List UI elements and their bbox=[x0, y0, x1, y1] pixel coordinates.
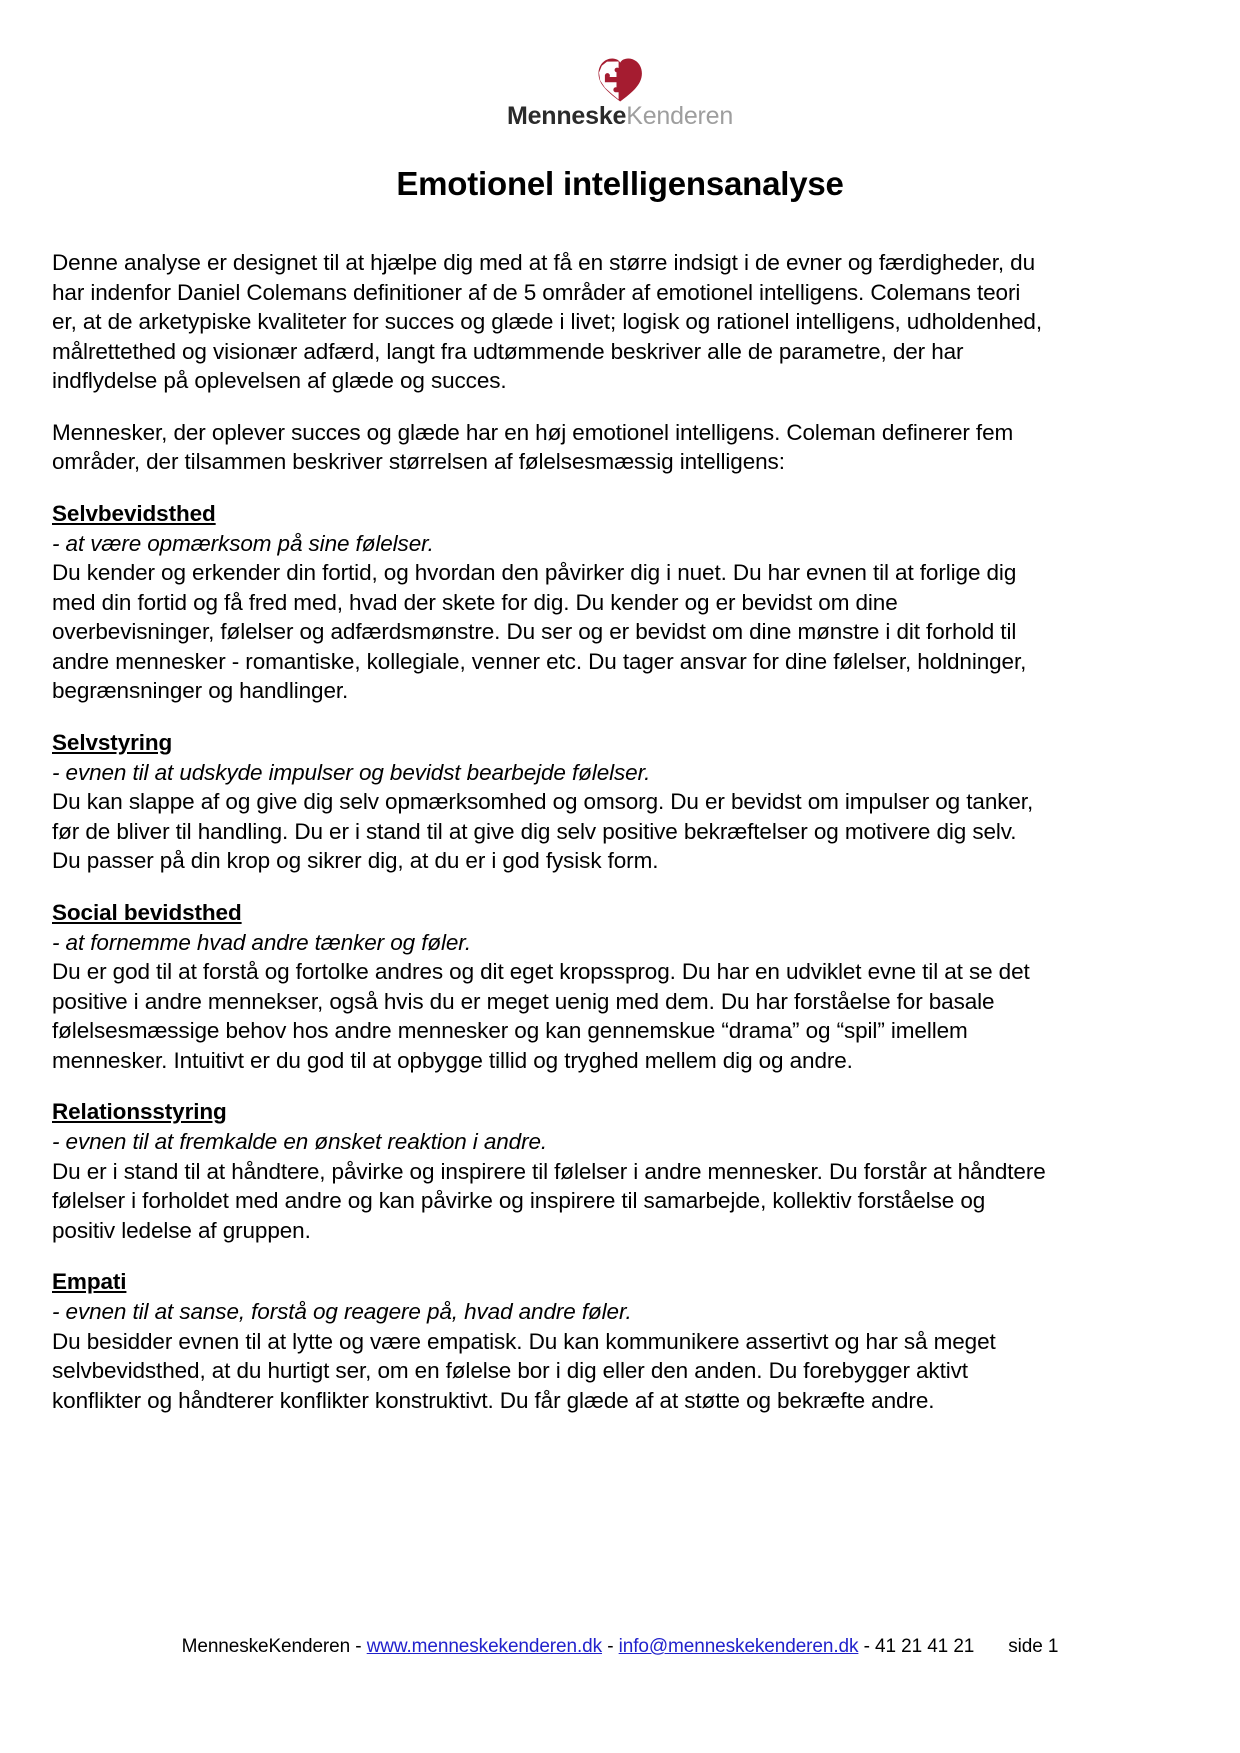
section-heading: Relationsstyring bbox=[52, 1099, 227, 1124]
section-subtitle: - evnen til at udskyde impulser og bevidst bearbejde følelser. bbox=[52, 759, 651, 785]
heart-puzzle-icon bbox=[596, 56, 644, 102]
footer-company: MenneskeKenderen bbox=[181, 1636, 351, 1657]
section-selvbevidsthed bbox=[52, 499, 1047, 706]
section-heading: Empati bbox=[52, 1269, 127, 1294]
intro-paragraph-1: Denne analyse er designet til at hjælpe dig med at få en større indsigt i de evner og færdigheder, du har indenfor Daniel Colemans definitioner af de 5 områder af emotionel intelligens. Colemans teori er, at de arketypiske kvaliteter for succes og glæde i livet; logisk og rationel intelligens, udholdenhed, målrettethed og visionær adfærd, langt fra udtømmende beskriver alle de parametre, der har indflydelse på oplevelsen af glæde og succes. bbox=[52, 250, 1042, 393]
logo-word-menneske: Menneske bbox=[506, 102, 627, 130]
section-heading: Selvbevidsthed bbox=[52, 500, 216, 526]
section-body: Du kender og erkender din fortid, og hvordan den påvirker dig i nuet. Du har evnen til at forlige dig med din fortid og få fred med, hvad der skete for dig. Du kender og er bevidst om dine overbevisninger, følelser og adfærdsmønstre. Du ser og er bevidst om dine mønstre i dit forhold til andre mennesker - romantiske, kollegiale, venner etc. Du tager ansvar for dine følelser, holdninger, begrænsninger og handlinger. bbox=[52, 560, 1027, 703]
section-subtitle: - at fornemme hvad andre tænker og føler. bbox=[52, 929, 472, 955]
section-subtitle: - evnen til at fremkalde en ønsket reaktion i andre. bbox=[52, 1129, 548, 1154]
footer-email-link[interactable]: info@menneskekenderen.dk bbox=[618, 1636, 859, 1657]
section-selvstyring bbox=[52, 728, 1047, 876]
section-subtitle: - at være opmærksom på sine følelser. bbox=[52, 530, 434, 556]
section-body: Du besidder evnen til at lytte og være empatisk. Du kan kommunikere assertivt og har så meget selvbevidsthed, at du hurtigt ser, om en følelse bor i dig eller den anden. Du forebygger aktivt konflikter og håndterer konflikter konstruktivt. Du får glæde af at støtte og bekræfte andre. bbox=[52, 1328, 996, 1413]
section-heading: Social bevidsthed bbox=[52, 899, 242, 925]
footer-phone: 41 21 41 21 bbox=[874, 1636, 975, 1657]
section-body: Du kan slappe af og give dig selv opmærksomhed og omsorg. Du er bevidst om impulser og tanker, før de bliver til handling. Du er i stand til at give dig selv positive bekræftelser og motivere dig selv. Du passer på din krop og sikrer dig, at du er i god fysisk form. bbox=[52, 789, 1034, 873]
section-social-bevidsthed bbox=[52, 898, 1047, 1076]
section-body: Du er i stand til at håndtere, påvirke og inspirere til følelser i andre mennesker. Du forstår at håndtere følelser i forholdet med andre og kan påvirke og inspirere til samarbejde, kollektiv forståelse og positiv ledelse af gruppen. bbox=[52, 1158, 1046, 1243]
page-footer bbox=[0, 1634, 1240, 1660]
section-heading: Selvstyring bbox=[52, 729, 173, 755]
logo-word-kenderen: Kenderen bbox=[626, 102, 734, 130]
section-empati bbox=[52, 1267, 1047, 1415]
section-relationsstyring bbox=[52, 1097, 1047, 1245]
brand-logo bbox=[0, 0, 1240, 129]
footer-website-link[interactable]: www.menneskekenderen.dk bbox=[366, 1636, 603, 1657]
footer-separator-3: - bbox=[858, 1636, 875, 1657]
footer-separator-2: - bbox=[602, 1636, 619, 1657]
document-body bbox=[52, 248, 1047, 1437]
page-title: Emotionel intelligensanalyse bbox=[396, 165, 844, 202]
section-body: Du er god til at forstå og fortolke andres og dit eget kropssprog. Du har en udviklet evne til at se det positive i andre mennekser, også hvis du er meget uenig med dem. Du har forståelse for basale følelsesmæssige behov hos andre mennesker og kan gennemskue “drama” og “spil” imellem mennesker. Intuitivt er du god til at opbygge tillid og tryghed mellem dig og andre. bbox=[52, 959, 1030, 1073]
logo-wordmark bbox=[0, 104, 1240, 129]
section-subtitle: - evnen til at sanse, forstå og reagere på, hvad andre føler. bbox=[52, 1299, 632, 1324]
footer-separator-1: - bbox=[350, 1636, 367, 1657]
intro-paragraph-2: Mennesker, der oplever succes og glæde har en høj emotionel intelligens. Coleman definerer fem områder, der tilsammen beskriver størrelsen af følelsesmæssig intelligens: bbox=[52, 419, 1014, 474]
footer-page-number: side 1 bbox=[1008, 1636, 1059, 1657]
